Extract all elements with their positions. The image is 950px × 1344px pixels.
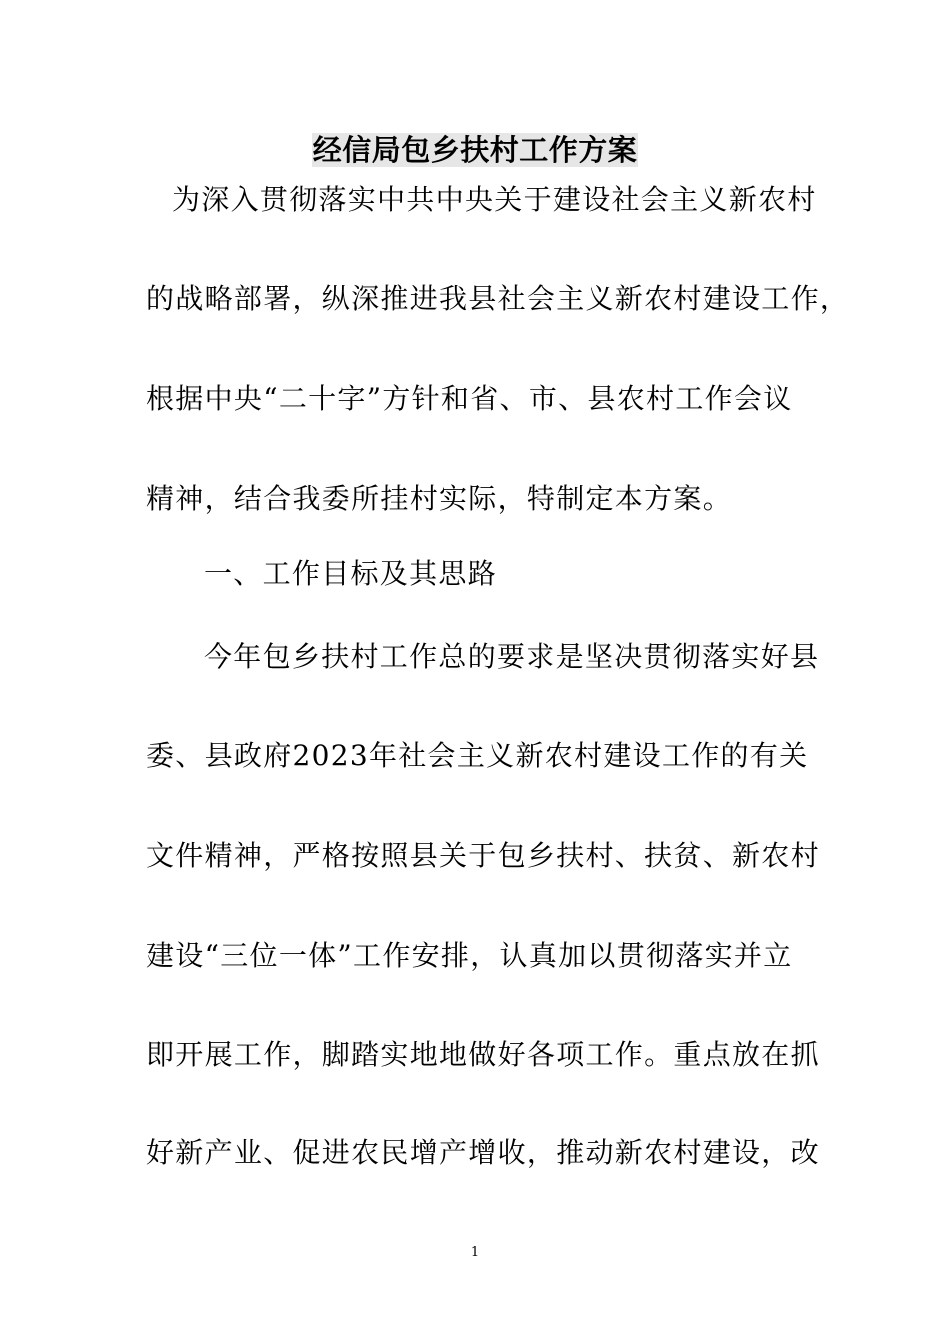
paragraph-line: 精神，结合我委所挂村实际，特制定本方案。 — [146, 482, 733, 515]
paragraph-line: 好新产业、促进农民增产增收，推动新农村建设，改 — [146, 1136, 820, 1169]
paragraph-line: 文件精神，严格按照县关于包乡扶村、扶贫、新农村 — [146, 839, 820, 872]
paragraph-line: 的战略部署，纵深推进我县社会主义新农村建设工作， — [146, 282, 850, 315]
paragraph-line: 今年包乡扶村工作总的要求是坚决贯彻落实好县 — [204, 640, 820, 673]
paragraph-line: 建设“三位一体”工作安排，认真加以贯彻落实并立 — [146, 939, 793, 972]
document-title — [0, 128, 950, 172]
section-heading: 一、工作目标及其思路 — [204, 557, 498, 590]
paragraph-line: 即开展工作，脚踏实地地做好各项工作。重点放在抓 — [146, 1038, 820, 1071]
paragraph-line: 为深入贯彻落实中共中央关于建设社会主义新农村 — [172, 183, 817, 216]
page-number: 1 — [470, 1245, 480, 1260]
document-title-text: 经信局包乡扶村工作方案 — [312, 133, 638, 167]
paragraph-line: 根据中央“二十字”方针和省、市、县农村工作会议 — [146, 382, 793, 415]
paragraph-line: 委、县政府2023年社会主义新农村建设工作的有关 — [146, 739, 809, 772]
